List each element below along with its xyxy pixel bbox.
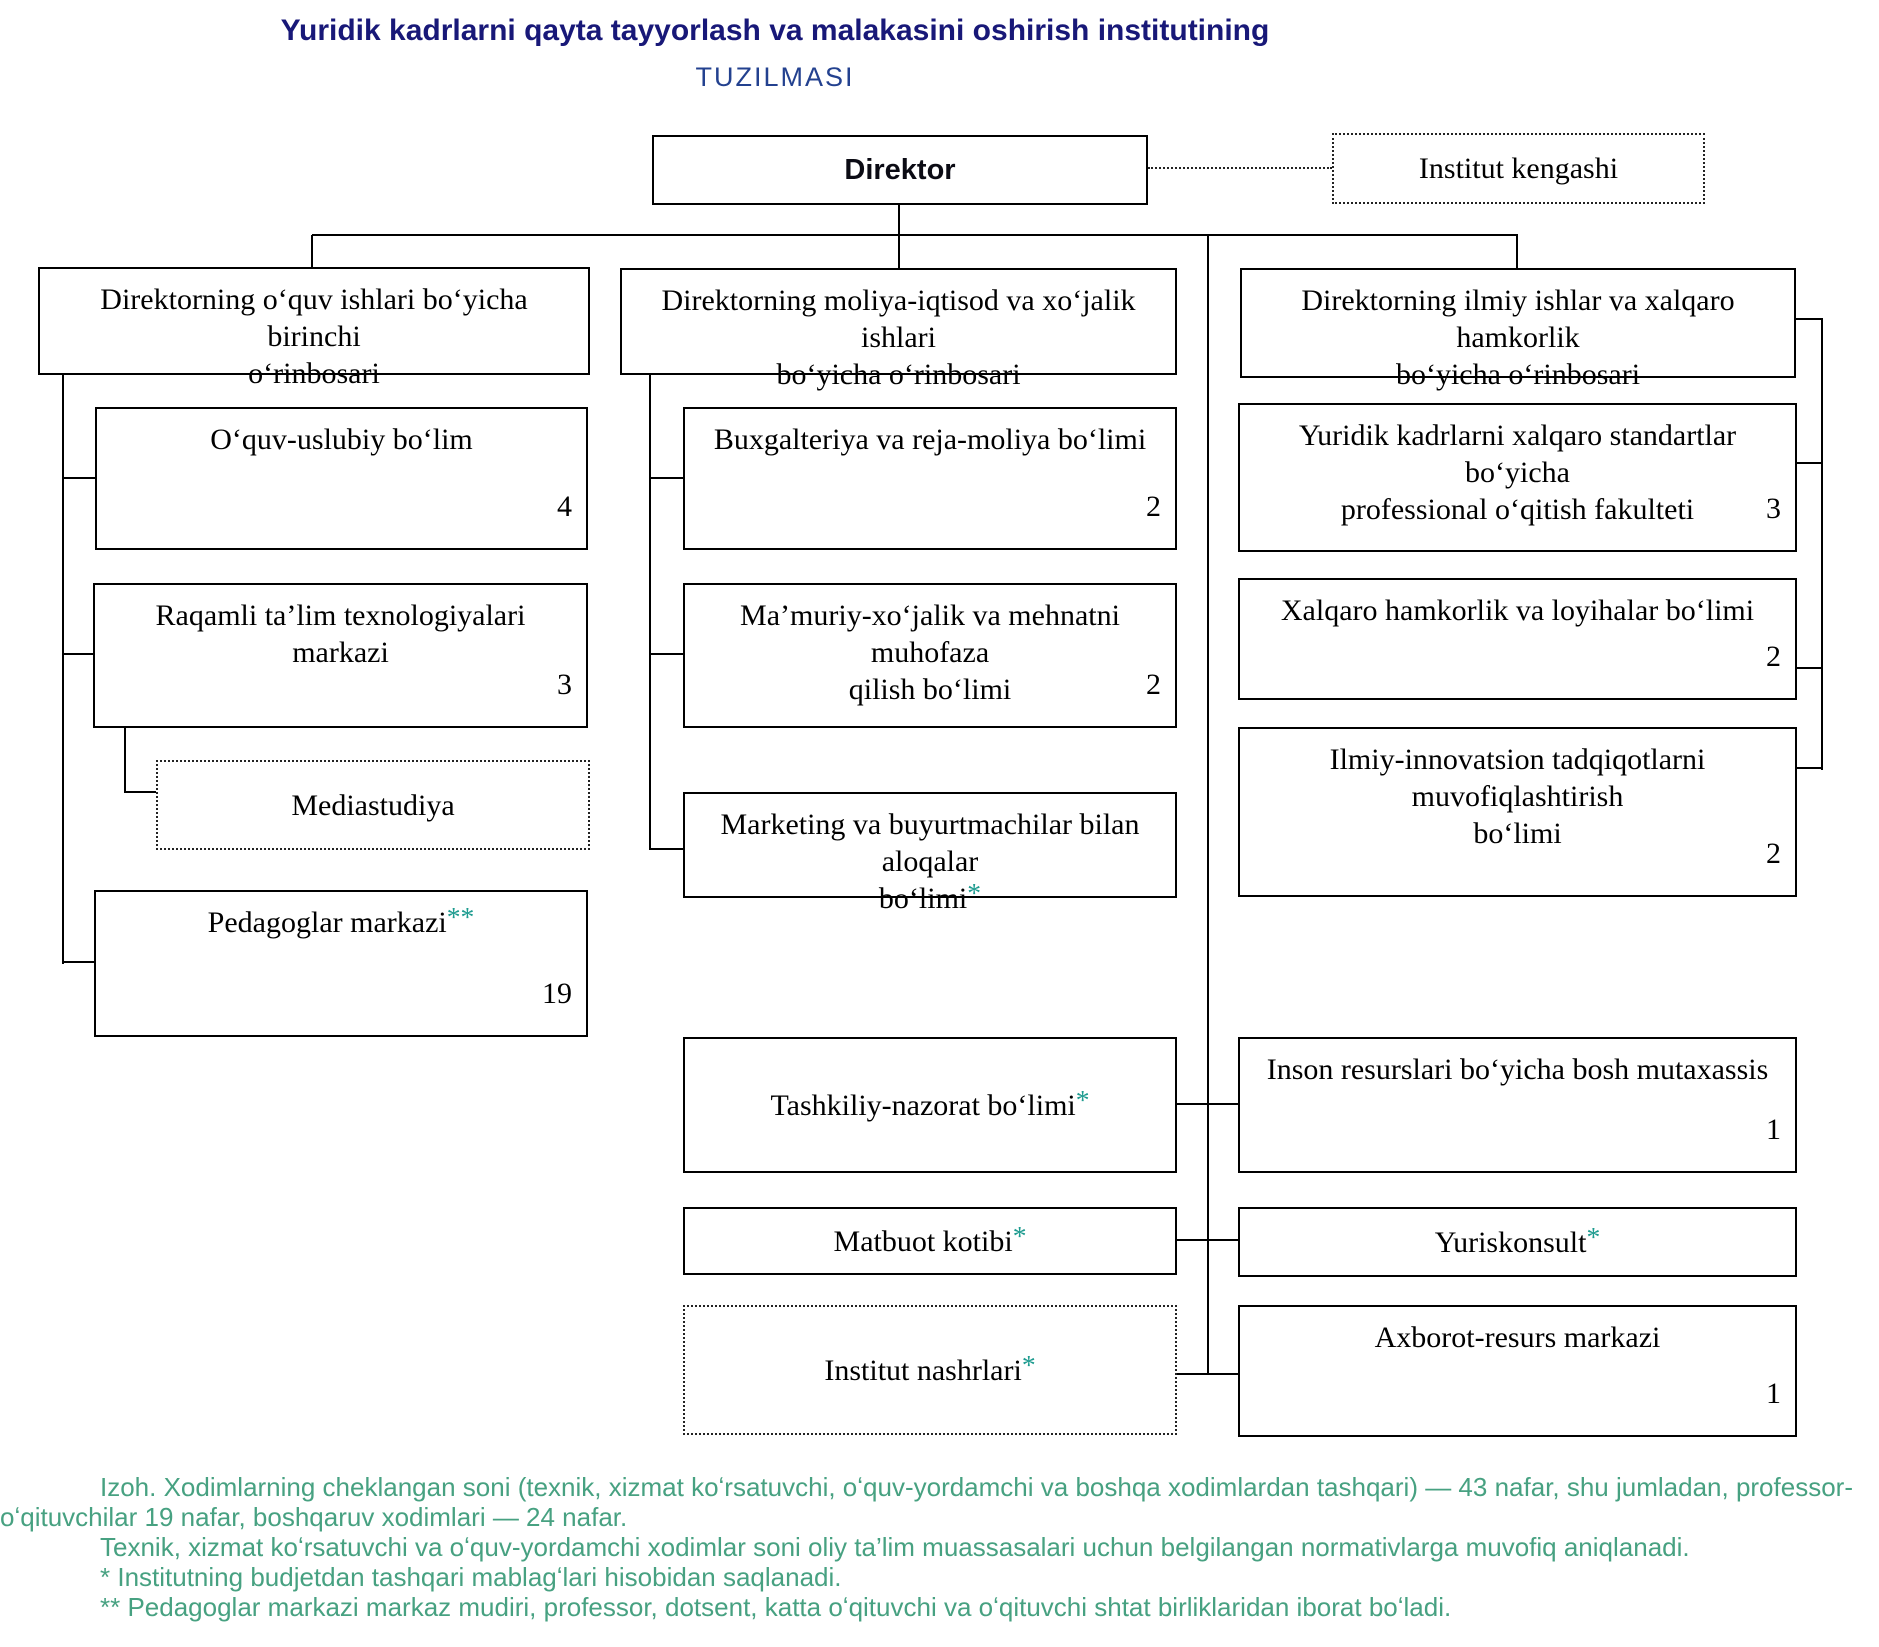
org-box-label-line: Raqamli ta’lim texnologiyalari markazi — [155, 599, 526, 669]
connector-stub-oquv — [62, 477, 95, 479]
asterisk-mark: * — [967, 877, 982, 908]
page-title-block — [0, 14, 1550, 93]
org-box-inson-resurslari-mutaxassis — [1238, 1037, 1797, 1173]
org-box-raqamli-talim-markazi — [93, 583, 588, 728]
org-box-label-line: Direktorning oʻquv ishlari boʻyicha birinchi — [100, 283, 528, 353]
org-box-xalqaro-hamkorlik-bolimi — [1238, 578, 1797, 700]
connector-row-matbuot-yuriskonsult — [1177, 1239, 1238, 1241]
org-box-label-line: Direktorning ilmiy ishlar va xalqaro hamkorlik — [1301, 284, 1735, 354]
connector-right-spine — [1821, 319, 1823, 770]
org-box-label-line: Matbuot kotibi* — [833, 1219, 1027, 1258]
connector-direktor-drop — [898, 205, 900, 268]
org-box-direktor — [652, 135, 1148, 205]
connector-row-nashrlari-axborot — [1177, 1373, 1238, 1375]
org-box-label-line: professional oʻqitish fakulteti — [1340, 493, 1695, 526]
asterisk-mark: ** — [446, 901, 475, 932]
staff-count: 1 — [1766, 1113, 1781, 1146]
footnote-star: * Institutning budjetdan tashqari mablagʻlari hisobidan saqlanadi. — [100, 1562, 842, 1592]
connector-central-spine — [1207, 235, 1209, 1375]
org-box-label-line: Axborot-resurs markazi — [1374, 1321, 1661, 1354]
staff-count: 2 — [1146, 490, 1161, 523]
staff-count: 19 — [542, 977, 572, 1010]
org-box-professional-oqitish-fakulteti — [1238, 403, 1797, 552]
asterisk-mark: * — [1012, 1219, 1027, 1251]
staff-count: 4 — [557, 490, 572, 523]
org-box-label-line: boʻyicha oʻrinbosari — [1395, 358, 1641, 391]
org-box-label-line: oʻrinbosari — [248, 357, 380, 390]
org-box-yuriskonsult — [1238, 1207, 1797, 1277]
org-box-oquv-uslubiy-bolim — [95, 407, 588, 550]
org-box-label-line: Direktorning moliya-iqtisod va xoʻjalik ishlari — [661, 284, 1136, 354]
connector-stub-bux — [649, 477, 683, 479]
org-box-label-line: Ilmiy-innovatsion tadqiqotlarni muvofiqlashtirish — [1329, 743, 1706, 813]
org-box-deputy-oquv-ishlari — [38, 267, 590, 390]
connector-deputies-horizontal — [312, 234, 1518, 236]
org-box-label-line: Inson resurslari boʻyicha bosh mutaxassis — [1266, 1053, 1769, 1086]
org-box-label-line: Xalqaro hamkorlik va loyihalar boʻlimi — [1280, 594, 1755, 627]
org-box-label-line: Institut nashrlari* — [824, 1348, 1036, 1387]
org-box-label-line: Pedagoglar markazi** — [207, 901, 475, 939]
org-box-buxgalteriya-bolimi — [683, 407, 1177, 550]
asterisk-mark: * — [1021, 1348, 1036, 1380]
footnote-double-star: ** Pedagoglar markazi markaz mudiri, professor, dotsent, katta oʻqituvchi va oʻqituvchi shtat birliklaridan iborat boʻladi. — [100, 1592, 1452, 1622]
asterisk-mark: * — [1586, 1220, 1601, 1252]
org-box-pedagoglar-markazi — [94, 890, 588, 1037]
org-box-deputy-moliya-iqtisod — [620, 268, 1177, 391]
org-box-institut-kengashi — [1332, 133, 1705, 204]
org-box-label-line: Direktor — [844, 153, 956, 186]
connector-stub-xalqaro — [1797, 667, 1823, 669]
org-box-label-line: Oʻquv-uslubiy boʻlim — [210, 423, 473, 456]
org-box-label-line: Tashkiliy-nazorat boʻlimi* — [770, 1083, 1090, 1122]
connector-media-stub — [124, 791, 156, 793]
org-box-axborot-resurs-markazi — [1238, 1305, 1797, 1437]
footnote-texnik: Texnik, xizmat koʻrsatuvchi va oʻquv-yordamchi xodimlar soni oliy ta’lim muassasalari uchun belgilangan normativlarga muvofiq aniqlanadi. — [100, 1532, 1690, 1562]
connector-stub-raqamli — [62, 653, 93, 655]
connector-stub-fakultet — [1797, 462, 1823, 464]
org-box-mamuriy-xojalik-bolimi — [683, 583, 1177, 728]
org-box-label-line: Yuriskonsult* — [1434, 1220, 1601, 1259]
connector-left-spine — [62, 375, 64, 964]
org-box-label-line: Ma’muriy-xoʻjalik va mehnatni muhofaza — [740, 599, 1120, 669]
footnote-izoh: Izoh. Xodimlarning cheklangan soni (texnik, xizmat koʻrsatuvchi, oʻquv-yordamchi va boshqa xodimlardan tashqari) — 43 nafar, shu jumladan, professor-oʻqituvchilar 19 nafar, boshqaruv xodimlari — 24 nafar. — [0, 1472, 1853, 1532]
org-box-label-line: Marketing va buyurtmachilar bilan aloqalar — [720, 808, 1140, 878]
staff-count: 3 — [557, 668, 572, 701]
connector-row-tashkiliy-inson — [1177, 1103, 1238, 1105]
staff-count: 2 — [1146, 668, 1161, 701]
connector-stub-marketing — [649, 848, 683, 850]
org-box-label-line: boʻyicha oʻrinbosari — [776, 358, 1021, 391]
org-box-label-line: Yuridik kadrlarni xalqaro standartlar boʻyicha — [1298, 419, 1737, 489]
connector-stub-dep3 — [1796, 318, 1823, 320]
connector-stub-mamuriy — [649, 653, 683, 655]
org-box-mediastudiya — [156, 760, 590, 850]
org-box-tashkiliy-nazorat-bolimi — [683, 1037, 1177, 1173]
connector-dep1-drop — [311, 235, 313, 268]
connector-stub-pedagog — [62, 961, 95, 963]
page-subtitle: TUZILMASI — [695, 62, 855, 92]
org-box-matbuot-kotibi — [683, 1207, 1177, 1275]
org-box-deputy-ilmiy-ishlar — [1240, 268, 1796, 391]
org-box-label-line: Institut kengashi — [1418, 152, 1619, 185]
footnotes-block — [0, 1472, 1875, 1622]
org-box-label-line: Buxgalteriya va reja-moliya boʻlimi — [713, 423, 1147, 456]
connector-direktor-kengash-dashed — [1148, 167, 1332, 169]
org-box-institut-nashrlari — [683, 1305, 1177, 1435]
staff-count: 2 — [1766, 640, 1781, 673]
org-box-marketing-bolimi — [683, 792, 1177, 915]
staff-count: 1 — [1766, 1377, 1781, 1410]
org-box-label-line: boʻlimi — [1473, 817, 1562, 850]
org-box-label-line: boʻlimi* — [878, 877, 982, 915]
org-box-label-line: Mediastudiya — [291, 788, 455, 822]
connector-media-vertical — [124, 728, 126, 793]
org-box-ilmiy-innovatsion-bolimi — [1238, 727, 1797, 897]
page-title: Yuridik kadrlarni qayta tayyorlash va malakasini oshirish institutining — [280, 14, 1270, 47]
connector-dep3-drop — [1516, 235, 1518, 268]
connector-stub-ilmiy — [1797, 767, 1823, 769]
asterisk-mark: * — [1075, 1083, 1090, 1115]
connector-middle-spine — [649, 375, 651, 850]
staff-count: 2 — [1766, 837, 1781, 870]
staff-count: 3 — [1766, 492, 1781, 525]
org-box-label-line: qilish boʻlimi — [848, 673, 1012, 706]
